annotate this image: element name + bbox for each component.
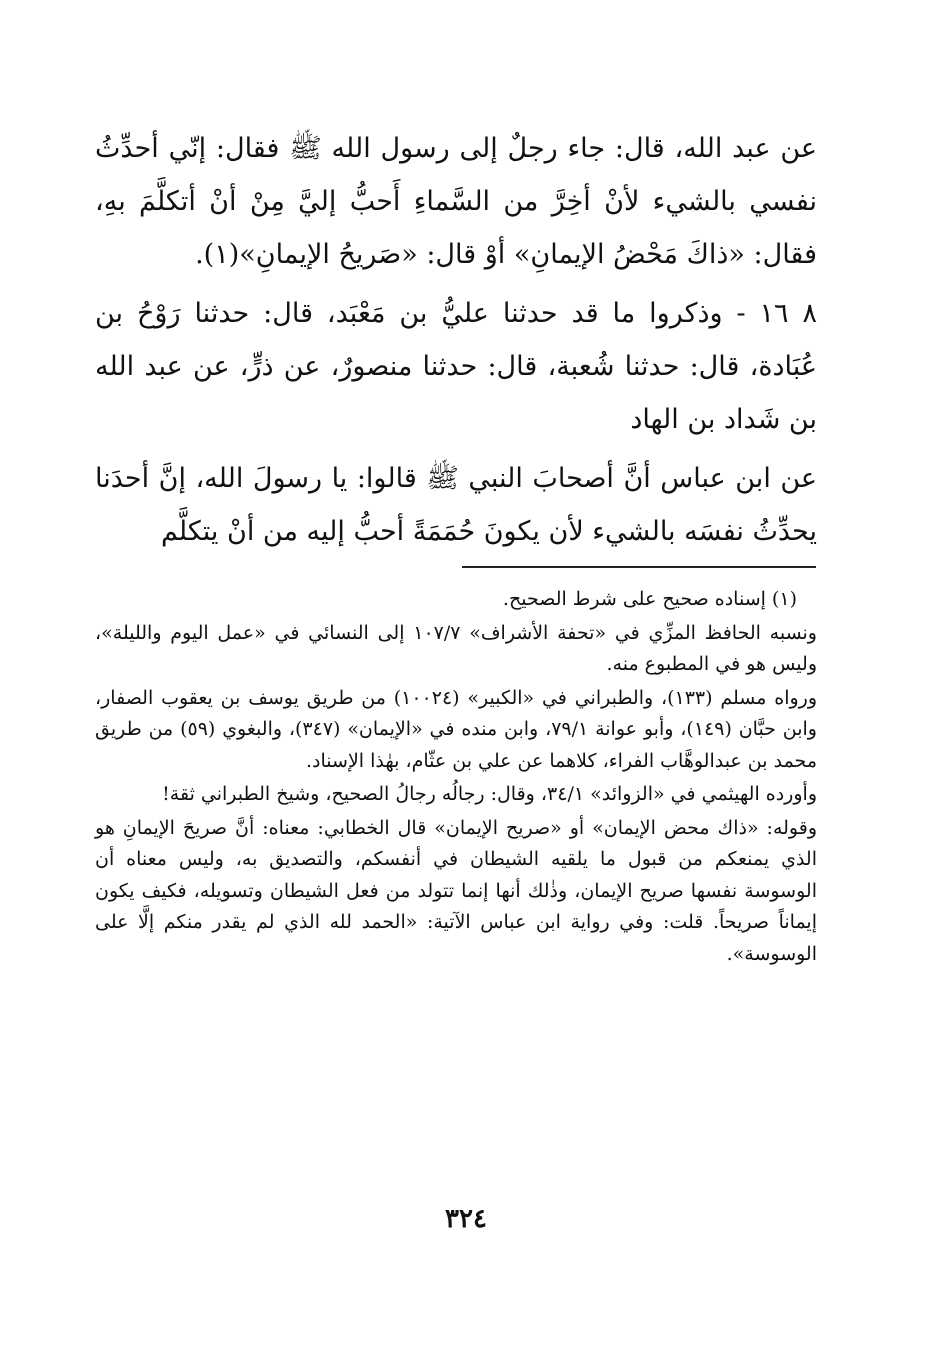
footnote-paragraph-5: وقوله: «ذاك محض الإيمان» أو «صريح الإيمان» قال الخطابي: معناه: أنَّ صريحَ الإيمانِ هو الذي يمنعكم من قبول ما يلقيه الشيطان في أنفسكم، والتصديق به، وليس معناه أن الوسوسة نفسها صريح الإيمان، وذٰلك أنها إنما تتولد من فعل الشيطان وتسويله، فكيف يكون إيماناً صريحاً. قلت: وفي رواية ابن عباس الآتية: «الحمد لله الذي لم يقدر منكم إلَّا على الوسوسة». bbox=[95, 816, 817, 965]
main-text bbox=[95, 122, 817, 558]
footnote-paragraph-4: وأورده الهيثمي في «الزوائد» ٣٤/١، وقال: رجالُه رجالُ الصحيح، وشيخ الطبراني ثقة! bbox=[162, 783, 817, 805]
footnote-1: (١) إسناده صحيح على شرط الصحيح. bbox=[502, 588, 797, 610]
hadith-paragraph-1: عن عبد الله، قال: جاء رجلٌ إلى رسول الله ﷺ فقال: إنّي أحدِّثُ نفسي بالشيء لأنْ أخِرَّ من السَّماءِ أَحبُّ إليَّ مِنْ أنْ أتكلَّمَ بهِ، فقال: «ذاكَ مَحْضُ الإيمانِ» أوْ قال: «صَريحُ الإيمانِ»(١). bbox=[95, 133, 817, 270]
hadith-paragraph-2: عن ابن عباس أنَّ أصحابَ النبي ﷺ قالوا: يا رسولَ الله، إنَّ أحدَنا يحدِّثُ نفسَه بالشيء لأن يكونَ حُمَمَةً أحبُّ إليه من أنْ يتكلَّم bbox=[95, 463, 817, 547]
footnote-separator bbox=[462, 566, 816, 568]
hadith-chain-paragraph: ٨ ١٦ - وذكروا ما قد حدثنا عليُّ بن مَعْبَد، قال: حدثنا رَوْحُ بن عُبَادة، قال: حدثنا شُعبة، قال: حدثنا منصورٌ، عن ذرٍّ، عن عبد الله بن شَداد بن الهاد bbox=[95, 298, 817, 435]
footnote-paragraph-2: ونسبه الحافظ المزِّي في «تحفة الأشراف» ١٠٧/٧ إلى النسائي في «عمل اليوم والليلة»، وليس هو في المطبوع منه. bbox=[95, 621, 817, 675]
page-number: ٣٢٤ bbox=[445, 1204, 487, 1234]
footnotes bbox=[95, 584, 817, 972]
footnote-paragraph-3: ورواه مسلم (١٣٣)، والطبراني في «الكبير» (١٠٠٢٤) من طريق يوسف بن يعقوب الصفار، وابن حبَّان (١٤٩)، وأبو عوانة ٧٩/١، وابن منده في «الإيمان» (٣٤٧)، والبغوي (٥٩) من طريق محمد بن عبدالوهَّاب الفراء، كلاهما عن علي بن عثّام، بهٰذا الإسناد. bbox=[95, 686, 817, 772]
